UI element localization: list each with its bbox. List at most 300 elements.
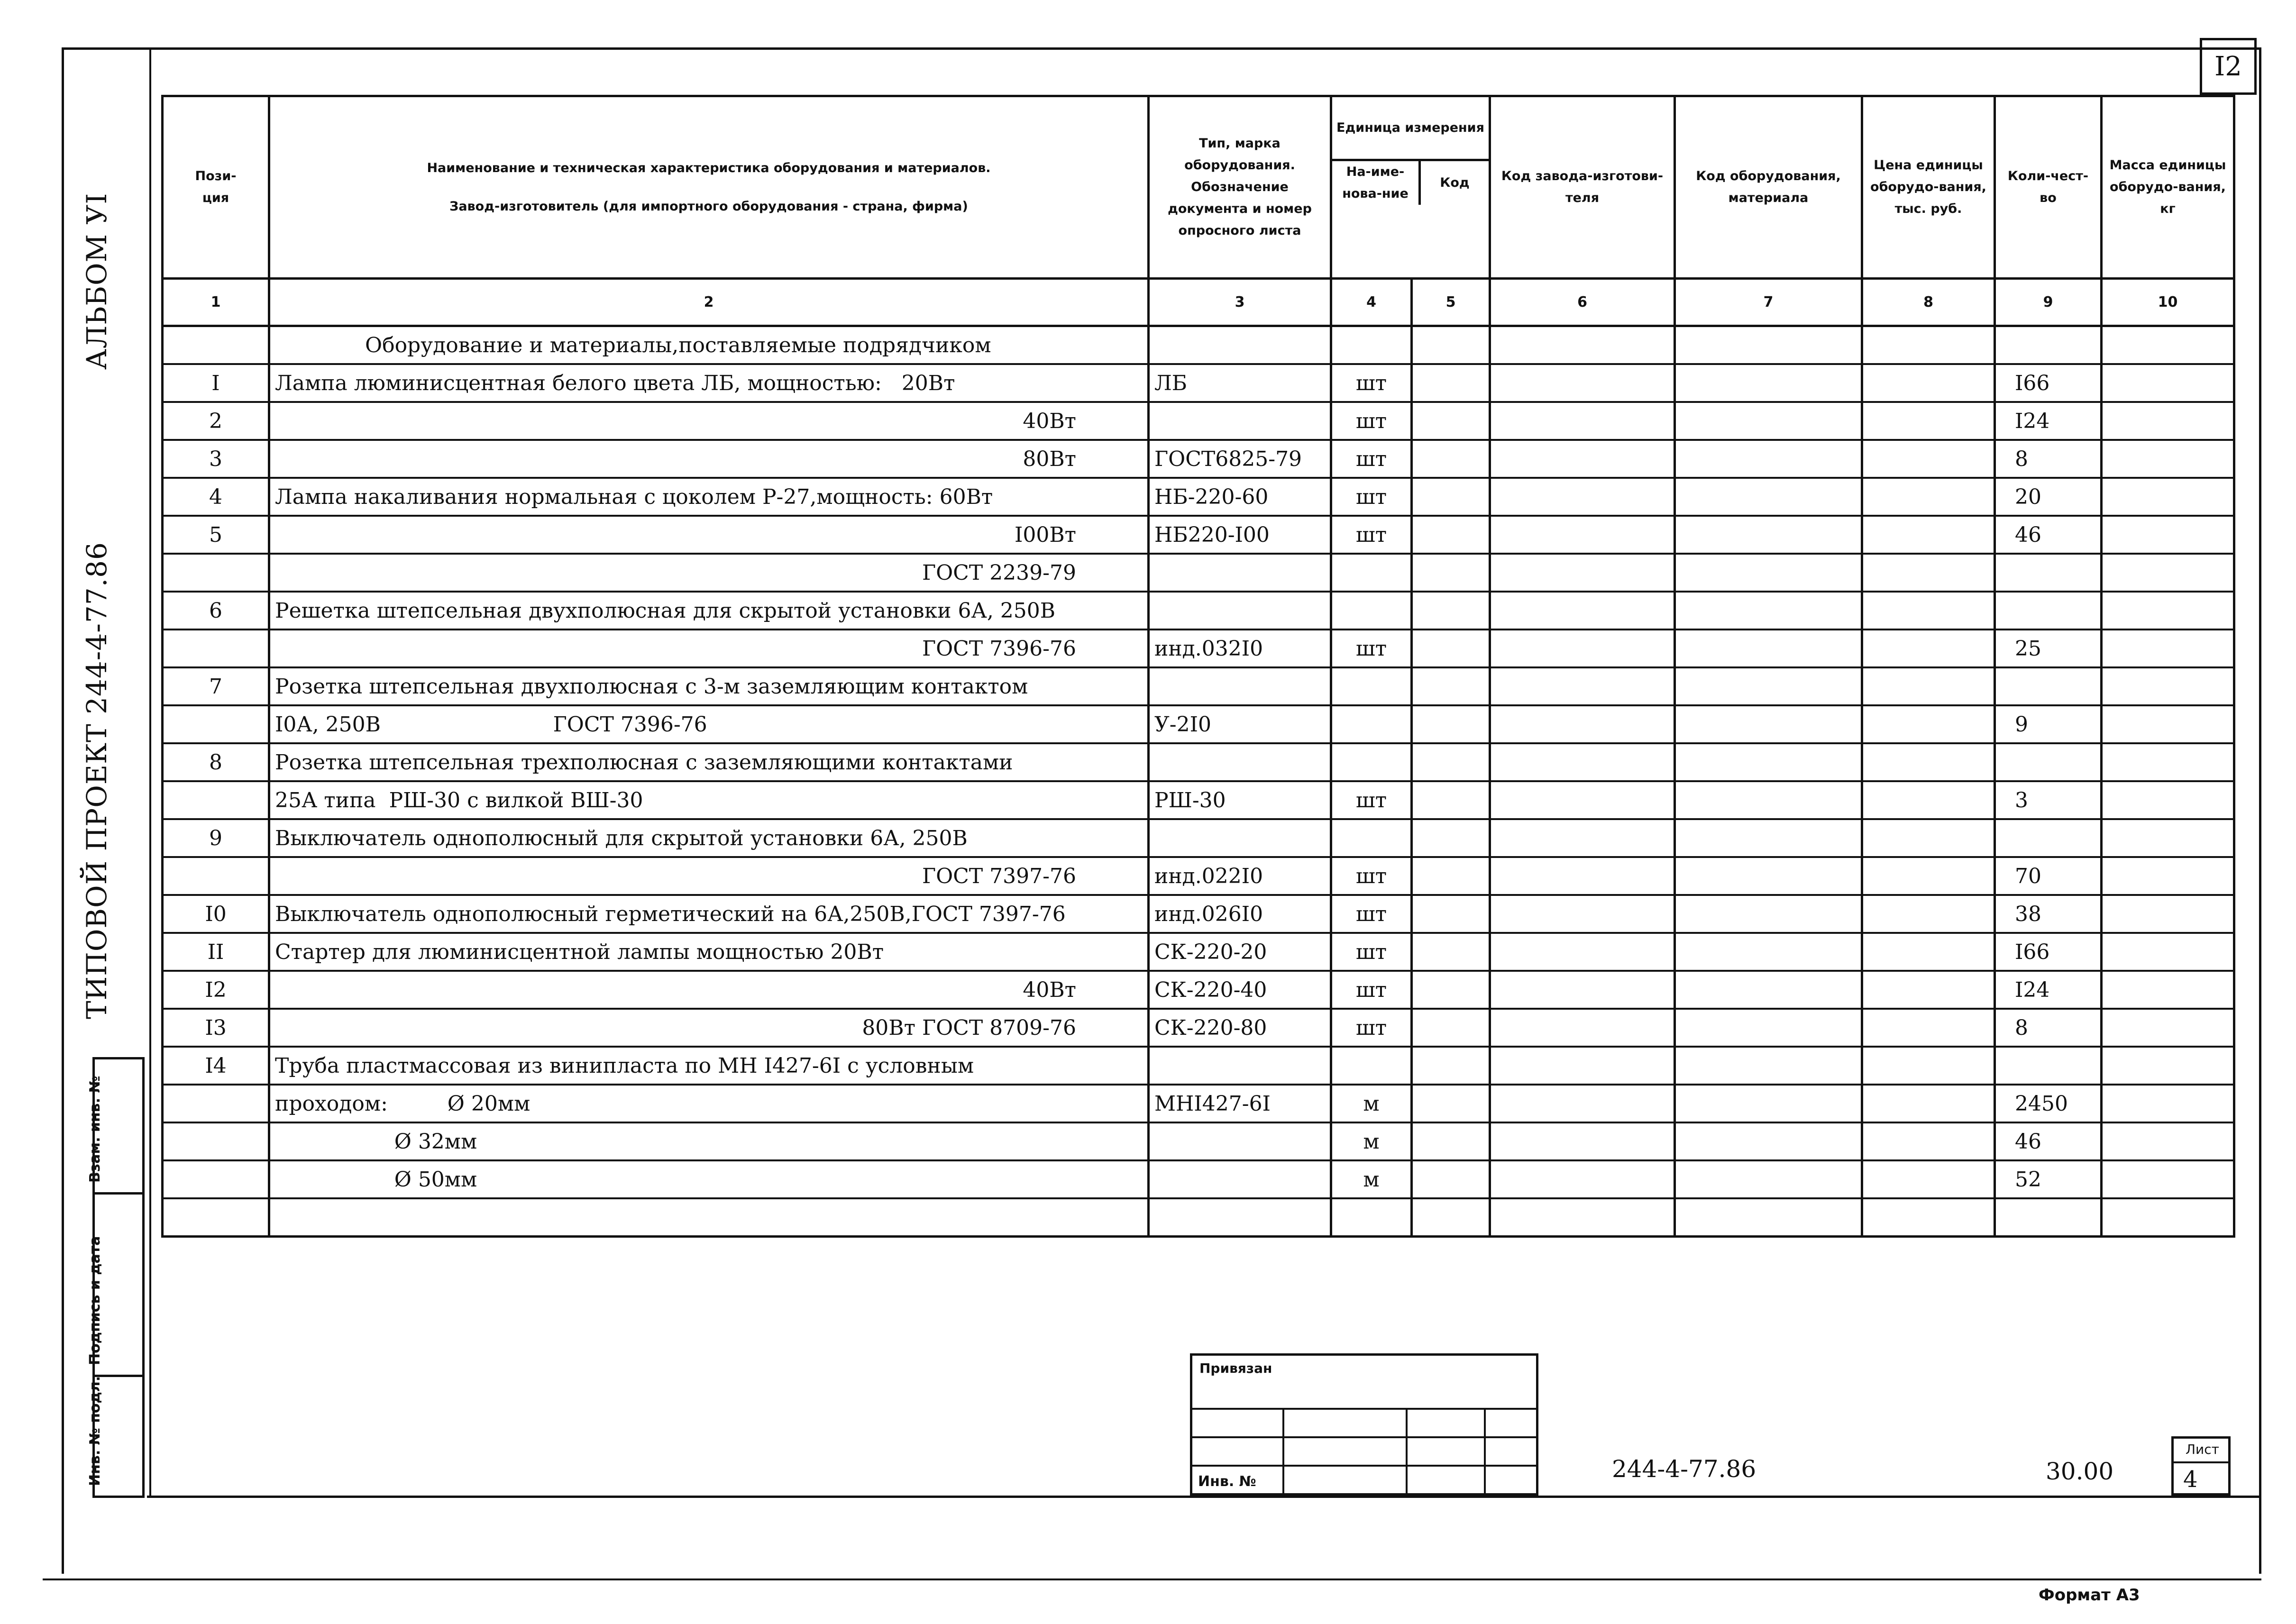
type-cell — [1149, 1122, 1331, 1160]
unit-code-cell — [1412, 819, 1490, 857]
price-cell — [1862, 705, 1995, 743]
project-label: ТИПОВОЙ ПРОЕКТ 244-4-77.86 — [81, 542, 113, 1019]
type-cell: У-2I0 — [1149, 705, 1331, 743]
table-row — [163, 1160, 2234, 1198]
position-cell — [163, 326, 269, 365]
position-cell — [163, 1122, 269, 1160]
position-cell: 8 — [163, 743, 269, 781]
plant-code-cell — [1490, 440, 1675, 478]
name-cell: 40Вт — [269, 402, 1149, 440]
table-row — [163, 819, 2234, 857]
unit-code-cell — [1412, 1009, 1490, 1047]
quantity-cell: I66 — [1995, 364, 2102, 402]
inventory-label: Инв. № — [1198, 1473, 1256, 1490]
unit-code-cell — [1412, 326, 1490, 365]
position-cell: 3 — [163, 440, 269, 478]
specification-table — [161, 95, 2235, 1238]
mass-cell — [2102, 705, 2234, 743]
plant-code-cell — [1490, 364, 1675, 402]
quantity-cell — [1995, 743, 2102, 781]
mass-cell — [2102, 478, 2234, 516]
unit-cell — [1331, 743, 1412, 781]
header-unit-name: На-име-нова-ние — [1332, 161, 1421, 205]
name-cell: Выключатель однополюсный герметический на 6А,250В,ГОСТ 7397-76 — [269, 895, 1149, 933]
plant-code-cell — [1490, 819, 1675, 857]
price-cell — [1862, 326, 1995, 365]
header-equipment-code: Код оборудования, материала — [1675, 96, 1862, 279]
mass-cell — [2102, 364, 2234, 402]
stamp-box-label: Инв. № подл. — [87, 1376, 103, 1486]
price-cell — [1862, 743, 1995, 781]
mass-cell — [2102, 630, 2234, 667]
sheet-box-line — [2174, 1461, 2228, 1463]
mass-cell — [2102, 1160, 2234, 1198]
price-cell — [1862, 667, 1995, 705]
type-cell: инд.026I0 — [1149, 895, 1331, 933]
price-cell — [1862, 630, 1995, 667]
price-cell — [1862, 1122, 1995, 1160]
equipment-code-cell — [1675, 895, 1862, 933]
sheet-box — [2171, 1436, 2231, 1496]
equipment-code-cell — [1675, 781, 1862, 819]
mass-cell — [2102, 402, 2234, 440]
stamp-box-replacement — [87, 1057, 145, 1195]
plant-code-cell — [1490, 933, 1675, 971]
equipment-code-cell — [1675, 667, 1862, 705]
type-cell — [1149, 402, 1331, 440]
position-cell — [163, 1085, 269, 1122]
unit-cell: шт — [1331, 440, 1412, 478]
unit-code-cell — [1412, 857, 1490, 895]
mass-cell — [2102, 1122, 2234, 1160]
type-cell: МНI427-6I — [1149, 1085, 1331, 1122]
position-cell: I4 — [163, 1047, 269, 1085]
column-number: 8 — [1862, 279, 1995, 326]
approved-label: Привязан — [1199, 1360, 1272, 1376]
mass-cell — [2102, 1009, 2234, 1047]
unit-code-cell — [1412, 592, 1490, 630]
unit-cell — [1331, 326, 1412, 365]
price-cell — [1862, 592, 1995, 630]
name-cell: Выключатель однополюсный для скрытой установки 6А, 250В — [269, 819, 1149, 857]
table-row — [163, 440, 2234, 478]
album-label: АЛЬБОМ УI — [81, 192, 113, 370]
quantity-cell: 9 — [1995, 705, 2102, 743]
plant-code-cell — [1490, 857, 1675, 895]
price-cell — [1862, 819, 1995, 857]
equipment-code-cell — [1675, 819, 1862, 857]
type-cell: ЛБ — [1149, 364, 1331, 402]
equipment-code-cell — [1675, 1122, 1862, 1160]
stamp-box-original — [87, 1375, 145, 1498]
table-row — [163, 667, 2234, 705]
unit-code-cell — [1412, 440, 1490, 478]
header-position: Пози- ция — [163, 96, 269, 279]
stamp-box-label: Взам. инв. № — [87, 1076, 103, 1183]
equipment-code-cell — [1675, 743, 1862, 781]
unit-cell: шт — [1331, 1009, 1412, 1047]
price-cell — [1862, 1009, 1995, 1047]
unit-cell: шт — [1331, 630, 1412, 667]
quantity-cell: 46 — [1995, 516, 2102, 554]
plant-code-cell — [1490, 478, 1675, 516]
unit-code-cell — [1412, 364, 1490, 402]
type-cell — [1149, 554, 1331, 592]
table-row — [163, 1122, 2234, 1160]
sheet-label: Лист — [2186, 1442, 2219, 1457]
unit-cell: м — [1331, 1085, 1412, 1122]
unit-cell: шт — [1331, 971, 1412, 1009]
table-row — [163, 1047, 2234, 1085]
header-unit: Единица измерения — [1332, 97, 1489, 161]
unit-code-cell — [1412, 1198, 1490, 1237]
unit-code-cell — [1412, 1047, 1490, 1085]
position-cell: 6 — [163, 592, 269, 630]
column-number: 10 — [2102, 279, 2234, 326]
mass-cell — [2102, 326, 2234, 365]
table-row — [163, 971, 2234, 1009]
table-row — [163, 857, 2234, 895]
mass-cell — [2102, 857, 2234, 895]
equipment-code-cell — [1675, 592, 1862, 630]
header-unit-code: Код — [1440, 175, 1470, 190]
type-cell — [1149, 1160, 1331, 1198]
plant-code-cell — [1490, 516, 1675, 554]
mass-cell — [2102, 971, 2234, 1009]
unit-cell — [1331, 1198, 1412, 1237]
plant-code-cell — [1490, 1085, 1675, 1122]
equipment-code-cell — [1675, 1198, 1862, 1237]
type-cell — [1149, 667, 1331, 705]
table-row — [163, 402, 2234, 440]
unit-code-cell — [1412, 667, 1490, 705]
unit-cell — [1331, 819, 1412, 857]
price-cell — [1862, 516, 1995, 554]
plant-code-cell — [1490, 667, 1675, 705]
position-cell: 2 — [163, 402, 269, 440]
name-cell — [269, 1198, 1149, 1237]
frame-bottom — [147, 1496, 2261, 1498]
position-cell — [163, 554, 269, 592]
document-code: 244-4-77.86 — [1612, 1455, 1756, 1483]
name-cell: Ø 32мм — [269, 1122, 1149, 1160]
name-cell: 80Вт — [269, 440, 1149, 478]
equipment-code-cell — [1675, 478, 1862, 516]
name-cell: 25А типа РШ-30 с вилкой ВШ-30 — [269, 781, 1149, 819]
position-cell: 4 — [163, 478, 269, 516]
unit-code-cell — [1412, 630, 1490, 667]
mass-cell — [2102, 895, 2234, 933]
price-cell — [1862, 1160, 1995, 1198]
name-cell: ГОСТ 2239-79 — [269, 554, 1149, 592]
name-cell: 40Вт — [269, 971, 1149, 1009]
column-number: 1 — [163, 279, 269, 326]
name-cell: ГОСТ 7396-76 — [269, 630, 1149, 667]
header-type: Тип, марка оборудования. Обозначение документа и номер опросного листа — [1149, 96, 1331, 279]
quantity-cell: 20 — [1995, 478, 2102, 516]
table-row — [163, 743, 2234, 781]
header-quantity: Коли-чест-во — [1995, 96, 2102, 279]
position-cell — [163, 1198, 269, 1237]
table-row — [163, 478, 2234, 516]
position-cell: I — [163, 364, 269, 402]
equipment-code-cell — [1675, 971, 1862, 1009]
table-row — [163, 895, 2234, 933]
position-cell — [163, 705, 269, 743]
mass-cell — [2102, 667, 2234, 705]
position-cell: 7 — [163, 667, 269, 705]
plant-code-cell — [1490, 1047, 1675, 1085]
stamp-line — [1484, 1408, 1486, 1496]
equipment-code-cell — [1675, 440, 1862, 478]
name-cell: ГОСТ 7397-76 — [269, 857, 1149, 895]
quantity-cell: 8 — [1995, 1009, 2102, 1047]
column-number: 2 — [269, 279, 1149, 326]
mass-cell — [2102, 819, 2234, 857]
type-cell: НБ220-I00 — [1149, 516, 1331, 554]
table-row — [163, 592, 2234, 630]
type-cell — [1149, 743, 1331, 781]
approval-stamp — [1190, 1353, 1538, 1496]
plant-code-cell — [1490, 592, 1675, 630]
frame-top — [62, 47, 2261, 50]
name-cell: Оборудование и материалы,поставляемые подрядчиком — [269, 326, 1149, 365]
unit-code-cell — [1412, 1085, 1490, 1122]
price-cell — [1862, 554, 1995, 592]
header-row — [163, 96, 2234, 279]
name-cell: Лампа люминисцентная белого цвета ЛБ, мощностью: 20Вт — [269, 364, 1149, 402]
price-cell — [1862, 857, 1995, 895]
price-cell — [1862, 364, 1995, 402]
type-cell: НБ-220-60 — [1149, 478, 1331, 516]
mass-cell — [2102, 440, 2234, 478]
name-cell: Розетка штепсельная трехполюсная с заземляющими контактами — [269, 743, 1149, 781]
mass-cell — [2102, 1198, 2234, 1237]
equipment-code-cell — [1675, 554, 1862, 592]
name-cell: I00Вт — [269, 516, 1149, 554]
position-cell: 9 — [163, 819, 269, 857]
unit-cell — [1331, 554, 1412, 592]
price-cell — [1862, 1085, 1995, 1122]
mass-cell — [2102, 554, 2234, 592]
table-row — [163, 1009, 2234, 1047]
quantity-cell: 3 — [1995, 781, 2102, 819]
type-cell: РШ-30 — [1149, 781, 1331, 819]
equipment-code-cell — [1675, 933, 1862, 971]
equipment-code-cell — [1675, 402, 1862, 440]
unit-code-cell — [1412, 1160, 1490, 1198]
type-cell — [1149, 1198, 1331, 1237]
type-cell: инд.032I0 — [1149, 630, 1331, 667]
position-cell: I2 — [163, 971, 269, 1009]
plant-code-cell — [1490, 1009, 1675, 1047]
column-number: 9 — [1995, 279, 2102, 326]
unit-cell: м — [1331, 1122, 1412, 1160]
unit-code-cell — [1412, 895, 1490, 933]
plant-code-cell — [1490, 554, 1675, 592]
format-label: Формат А3 — [2039, 1586, 2140, 1605]
quantity-cell: 70 — [1995, 857, 2102, 895]
quantity-cell: 46 — [1995, 1122, 2102, 1160]
type-cell — [1149, 1047, 1331, 1085]
quantity-cell: I66 — [1995, 933, 2102, 971]
unit-code-cell — [1412, 478, 1490, 516]
type-cell: СК-220-40 — [1149, 971, 1331, 1009]
binding-line — [149, 47, 151, 1498]
position-cell — [163, 781, 269, 819]
equipment-code-cell — [1675, 364, 1862, 402]
quantity-cell: I24 — [1995, 402, 2102, 440]
outer-bottom-line — [43, 1578, 2261, 1580]
quantity-cell: 8 — [1995, 440, 2102, 478]
price-cell — [1862, 933, 1995, 971]
table-row — [163, 326, 2234, 365]
quantity-cell — [1995, 667, 2102, 705]
quantity-cell — [1995, 326, 2102, 365]
price-cell — [1862, 1047, 1995, 1085]
plant-code-cell — [1490, 1122, 1675, 1160]
quantity-cell — [1995, 1198, 2102, 1237]
quantity-cell — [1995, 819, 2102, 857]
mass-cell — [2102, 516, 2234, 554]
stamp-box-signature — [87, 1192, 145, 1377]
plant-code-cell — [1490, 781, 1675, 819]
header-unit-group — [1331, 96, 1490, 279]
equipment-code-cell — [1675, 630, 1862, 667]
quantity-cell: 52 — [1995, 1160, 2102, 1198]
unit-code-cell — [1412, 516, 1490, 554]
unit-code-cell — [1412, 705, 1490, 743]
plant-code-cell — [1490, 1198, 1675, 1237]
unit-cell — [1331, 592, 1412, 630]
unit-code-cell — [1412, 743, 1490, 781]
sheet-number: 4 — [2183, 1466, 2198, 1493]
plant-code-cell — [1490, 1160, 1675, 1198]
plant-code-cell — [1490, 402, 1675, 440]
price-cell — [1862, 781, 1995, 819]
table-row — [163, 933, 2234, 971]
quantity-cell: 25 — [1995, 630, 2102, 667]
type-cell — [1149, 326, 1331, 365]
frame-left — [62, 47, 64, 1574]
position-cell: I3 — [163, 1009, 269, 1047]
quantity-cell — [1995, 554, 2102, 592]
mass-cell — [2102, 592, 2234, 630]
unit-cell: шт — [1331, 516, 1412, 554]
type-cell — [1149, 592, 1331, 630]
type-cell — [1149, 819, 1331, 857]
table-row — [163, 554, 2234, 592]
price-cell — [1862, 1198, 1995, 1237]
unit-cell — [1331, 667, 1412, 705]
position-cell — [163, 630, 269, 667]
price-cell — [1862, 440, 1995, 478]
stamp-line — [1282, 1408, 1284, 1496]
position-cell: II — [163, 933, 269, 971]
name-cell: Ø 50мм — [269, 1160, 1149, 1198]
header-plant-code: Код завода-изготови-теля — [1490, 96, 1675, 279]
plant-code-cell — [1490, 326, 1675, 365]
table-row — [163, 1198, 2234, 1237]
quantity-cell: 38 — [1995, 895, 2102, 933]
stamp-line — [1406, 1408, 1408, 1496]
plant-code-cell — [1490, 971, 1675, 1009]
quantity-cell — [1995, 592, 2102, 630]
price-cell — [1862, 478, 1995, 516]
name-cell: Розетка штепсельная двухполюсная с 3-м заземляющим контактом — [269, 667, 1149, 705]
document-suffix: 30.00 — [2046, 1458, 2114, 1485]
unit-cell: шт — [1331, 478, 1412, 516]
mass-cell — [2102, 933, 2234, 971]
mass-cell — [2102, 1085, 2234, 1122]
table-row — [163, 705, 2234, 743]
unit-cell: шт — [1331, 781, 1412, 819]
position-cell: I0 — [163, 895, 269, 933]
plant-code-cell — [1490, 630, 1675, 667]
stamp-box-label: Подпись и дата — [87, 1236, 103, 1365]
equipment-code-cell — [1675, 857, 1862, 895]
unit-code-cell — [1412, 781, 1490, 819]
unit-cell: шт — [1331, 364, 1412, 402]
type-cell: ГОСТ6825-79 — [1149, 440, 1331, 478]
position-cell — [163, 1160, 269, 1198]
name-cell: Труба пластмассовая из винипласта по МН I427-6I с условным — [269, 1047, 1149, 1085]
column-number: 6 — [1490, 279, 1675, 326]
mass-cell — [2102, 1047, 2234, 1085]
equipment-code-cell — [1675, 1085, 1862, 1122]
column-number-row — [163, 279, 2234, 326]
unit-cell — [1331, 1047, 1412, 1085]
unit-cell — [1331, 705, 1412, 743]
unit-cell: шт — [1331, 857, 1412, 895]
type-cell: СК-220-80 — [1149, 1009, 1331, 1047]
table-row — [163, 364, 2234, 402]
equipment-code-cell — [1675, 1160, 1862, 1198]
unit-code-cell — [1412, 933, 1490, 971]
header-name: Наименование и техническая характеристика оборудования и материалов. Завод-изготовитель (для импортного оборудования - страна, фирма) — [269, 96, 1149, 279]
column-number: 5 — [1412, 279, 1490, 326]
plant-code-cell — [1490, 895, 1675, 933]
name-cell: Лампа накаливания нормальная с цоколем Р-27,мощность: 60Вт — [269, 478, 1149, 516]
plant-code-cell — [1490, 705, 1675, 743]
column-number: 7 — [1675, 279, 1862, 326]
equipment-code-cell — [1675, 1009, 1862, 1047]
quantity-cell: I24 — [1995, 971, 2102, 1009]
name-cell: Решетка штепсельная двухполюсная для скрытой установки 6А, 250В — [269, 592, 1149, 630]
equipment-code-cell — [1675, 705, 1862, 743]
plant-code-cell — [1490, 743, 1675, 781]
table-row — [163, 1085, 2234, 1122]
type-cell: СК-220-20 — [1149, 933, 1331, 971]
name-cell: Стартер для люминисцентной лампы мощностью 20Вт — [269, 933, 1149, 971]
table-row — [163, 630, 2234, 667]
equipment-code-cell — [1675, 326, 1862, 365]
name-cell: проходом: Ø 20мм — [269, 1085, 1149, 1122]
unit-code-cell — [1412, 402, 1490, 440]
price-cell — [1862, 971, 1995, 1009]
unit-cell: шт — [1331, 402, 1412, 440]
unit-cell: м — [1331, 1160, 1412, 1198]
unit-cell: шт — [1331, 895, 1412, 933]
position-cell — [163, 857, 269, 895]
header-mass: Масса единицы оборудо-вания, кг — [2102, 96, 2234, 279]
mass-cell — [2102, 743, 2234, 781]
unit-cell: шт — [1331, 933, 1412, 971]
equipment-code-cell — [1675, 516, 1862, 554]
header-price: Цена единицы оборудо-вания, тыс. руб. — [1862, 96, 1995, 279]
frame-right — [2259, 47, 2261, 1574]
unit-code-cell — [1412, 1122, 1490, 1160]
